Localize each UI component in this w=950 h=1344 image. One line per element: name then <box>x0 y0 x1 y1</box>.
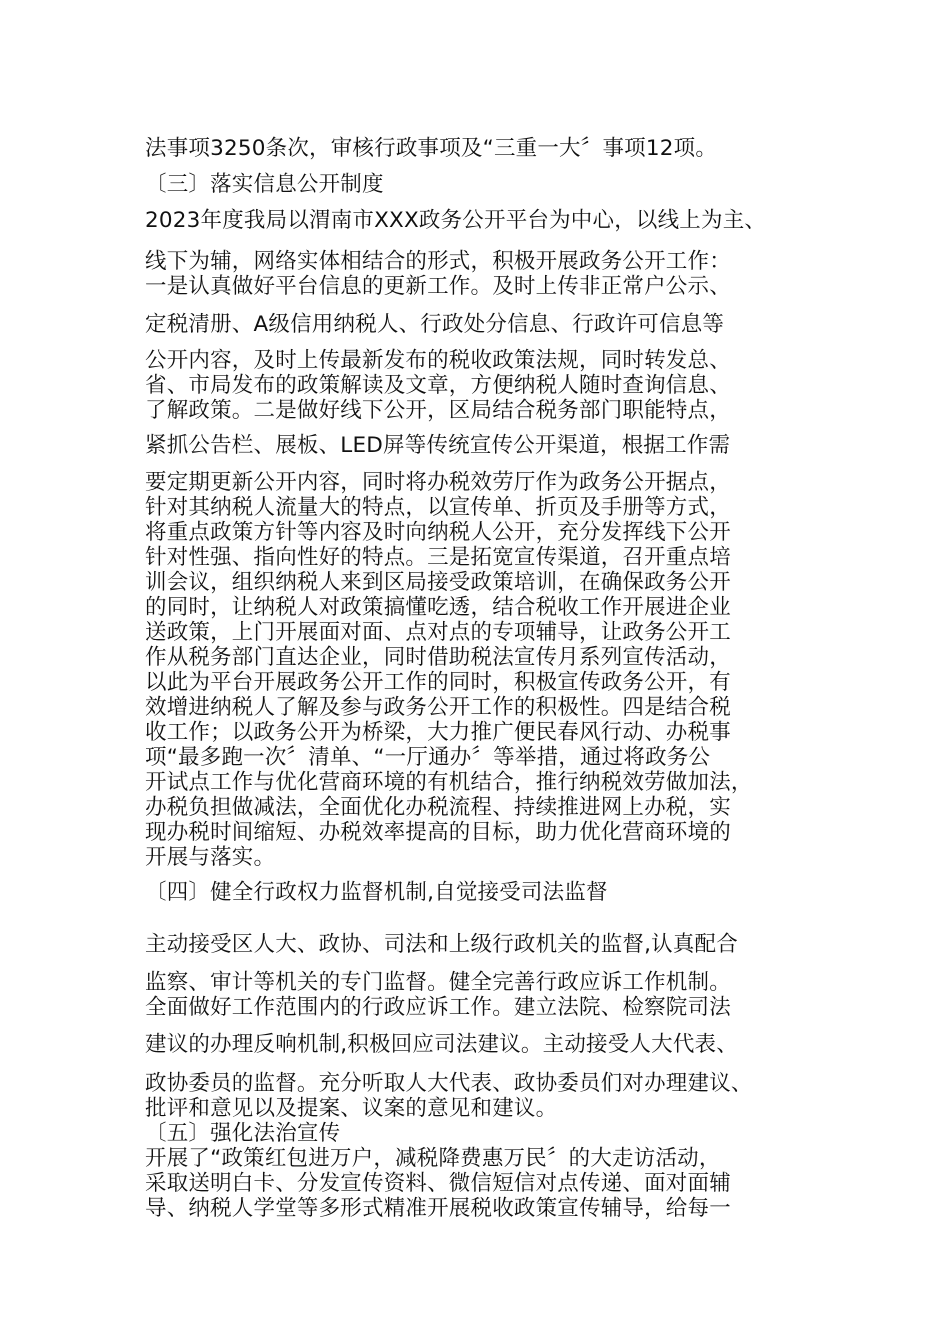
text-line: 效增进纳税人了解及参与政务公开工作的积极性。四是结合税 <box>145 695 731 720</box>
text-line: 开试点工作与优化营商环境的有机结合，推行纳税效劳做加法， <box>145 770 753 795</box>
text-line: 作从税务部门直达企业，同时借助税法宣传月系列宣传活动， <box>145 645 731 670</box>
text-line: 定税清册、A级信用纳税人、行政处分信息、行政许可信息等 <box>145 312 725 337</box>
text-line: 办税负担做减法，全面优化办税流程、持续推进网上办税，实 <box>145 795 731 820</box>
text-line: 的同时，让纳税人对政策搞懂吃透，结合税收工作开展进企业 <box>145 595 731 620</box>
text-line: 法事项3250条次，审核行政事项及“三重一大〞事项12项。 <box>145 136 718 161</box>
text-line: 全面做好工作范围内的行政应诉工作。建立法院、检察院司法 <box>145 995 731 1020</box>
text-line: 公开内容，及时上传最新发布的税收政策法规，同时转发总、 <box>145 348 731 373</box>
text-line: 建议的办理反响机制,积极回应司法建议。主动接受人大代表、 <box>145 1032 738 1057</box>
text-line: 训会议，组织纳税人来到区局接受政策培训，在确保政务公开 <box>145 570 731 595</box>
text-line: 项“最多跑一次〞清单、“一厅通办〞等举措，通过将政务公 <box>145 745 711 770</box>
text-line: 要定期更新公开内容，同时将办税效劳厅作为政务公开据点， <box>145 470 731 495</box>
text-line: 将重点政策方针等内容及时向纳税人公开，充分发挥线下公开 <box>145 520 731 545</box>
section-heading: 〔三〕落实信息公开制度 <box>145 172 384 197</box>
text-line: 收工作；以政务公开为桥梁，大力推广便民春风行动、办税事 <box>145 720 731 745</box>
text-line: 送政策，上门开展面对面、点对点的专项辅导，让政务公开工 <box>145 620 731 645</box>
text-line: 导、纳税人学堂等多形式精准开展税收政策宣传辅导，给每一 <box>145 1196 731 1221</box>
text-line: 现办税时间缩短、办税效率提高的目标，助力优化营商环境的 <box>145 820 731 845</box>
text-line: 紧抓公告栏、展板、LED屏等传统宣传公开渠道，根据工作需 <box>145 433 731 458</box>
text-line: 线下为辅，网络实体相结合的形式，积极开展政务公开工作： <box>145 249 731 274</box>
text-line: 省、市局发布的政策解读及文章，方便纳税人随时查询信息、 <box>145 373 731 398</box>
text-line: 2023年度我局以渭南市XXX政务公开平台为中心，以线上为主、 <box>145 208 767 233</box>
text-line: 以此为平台开展政务公开工作的同时，积极宣传政务公开，有 <box>145 670 731 695</box>
section-heading: 〔五〕强化法治宣传 <box>145 1121 341 1146</box>
text-line: 采取送明白卡、分发宣传资料、微信短信对点传递、面对面辅 <box>145 1171 731 1196</box>
text-line: 了解政策。二是做好线下公开，区局结合税务部门职能特点， <box>145 398 731 423</box>
text-line: 开展了“政策红包进万户，减税降费惠万民〞的大走访活动， <box>145 1146 721 1171</box>
text-line: 针对其纳税人流量大的特点，以宣传单、折页及手册等方式， <box>145 495 731 520</box>
text-line: 开展与落实。 <box>145 845 276 870</box>
text-line: 主动接受区人大、政协、司法和上级行政机关的监督,认真配合 <box>145 932 738 957</box>
text-line: 针对性强、指向性好的特点。三是拓宽宣传渠道，召开重点培 <box>145 545 731 570</box>
text-line: 批评和意见以及提案、议案的意见和建议。 <box>145 1096 558 1121</box>
text-line: 政协委员的监督。充分听取人大代表、政协委员们对办理建议、 <box>145 1071 753 1096</box>
text-line: 一是认真做好平台信息的更新工作。及时上传非正常户公示、 <box>145 274 731 299</box>
section-heading: 〔四〕健全行政权力监督机制,自觉接受司法监督 <box>145 880 608 905</box>
text-line: 监察、审计等机关的专门监督。健全完善行政应诉工作机制。 <box>145 970 731 995</box>
